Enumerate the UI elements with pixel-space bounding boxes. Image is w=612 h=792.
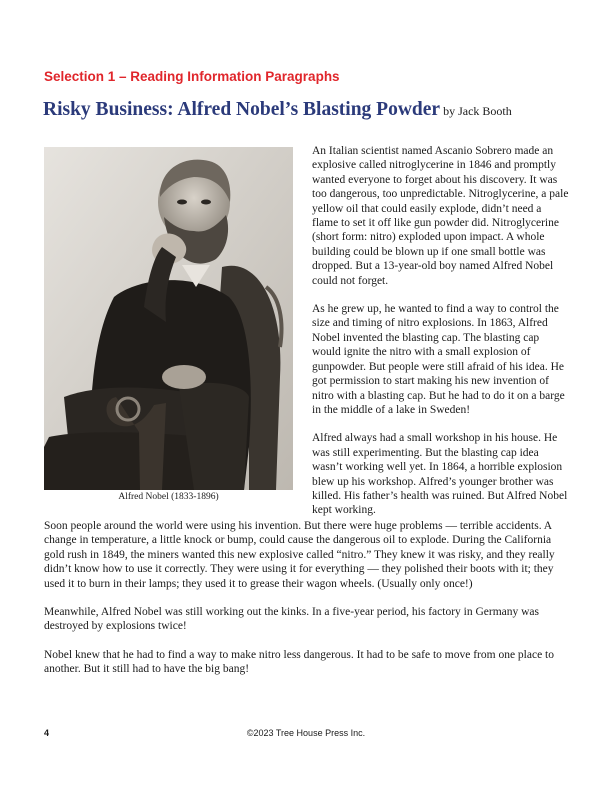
- portrait-photo: [44, 147, 293, 490]
- paragraph: Nobel knew that he had to find a way to make nitro less dangerous. It had to be safe to move from one place to another. But it still had to have the big bang!: [44, 648, 555, 676]
- portrait-illustration: [44, 147, 293, 490]
- column-text: [312, 144, 570, 532]
- section-heading: Selection 1 – Reading Information Paragraphs: [44, 69, 340, 84]
- article-title: Risky Business: Alfred Nobel’s Blasting Powder: [43, 99, 441, 120]
- byline: by Jack Booth: [440, 104, 512, 118]
- copyright: ©2023 Tree House Press Inc.: [246, 728, 366, 738]
- photo-caption: Alfred Nobel (1833-1896): [118, 492, 219, 502]
- paragraph: Soon people around the world were using his invention. But there were huge problems — terrible accidents. A change in temperature, a little knock or bump, could cause the dangerous oil to explode. During the California gold rush in 1849, the miners wanted this new explosive called “nitro.” They knew it was risky, and they really didn’t know how to use it correctly. They were using it for everything — they polished their boots with it; they used it to burn in their lamps; they used it to grease their wagon wheels. (Usually only once!): [44, 520, 555, 590]
- paragraph: An Italian scientist named Ascanio Sobrero made an explosive called nitroglycerine in 1846 and promptly wanted everyone to forget about his discovery. It was too dangerous, too unpredictable. Nitroglycerine, a pale yellow oil that could easily explode, didn’t need a flame to set it off like gun powder did. Nitroglycerine (short form: nitro) exploded upon impact. A whole building could be blown up if one small bottle was dropped. But a 13-year-old boy named Alfred Nobel could not forget.: [312, 145, 569, 287]
- paragraph: As he grew up, he wanted to find a way to control the size and timing of nitro explosions. In 1863, Alfred Nobel invented the blasting cap. The blasting cap would ignite the nitro with a small explosion of gunpowder. But people were still afraid of his idea. He got permission to start making his new invention of nitro with a blasting cap. But he had to do it on a barge in the middle of a lake in Sweden!: [312, 303, 565, 416]
- paragraph: Meanwhile, Alfred Nobel was still working out the kinks. In a five-year period, his factory in Germany was destroyed by explosions twice!: [44, 606, 540, 633]
- paragraph: Alfred always had a small workshop in his house. He was still experimenting. But the blasting cap idea wasn’t working well yet. In 1864, a horrible explosion blew up his workshop. Alfred’s younger brother was killed. His father’s health was ruined. But Alfred Nobel kept working.: [312, 432, 568, 517]
- full-width-text: [44, 519, 570, 691]
- page-number: 4: [44, 728, 50, 738]
- title-line: [43, 99, 512, 121]
